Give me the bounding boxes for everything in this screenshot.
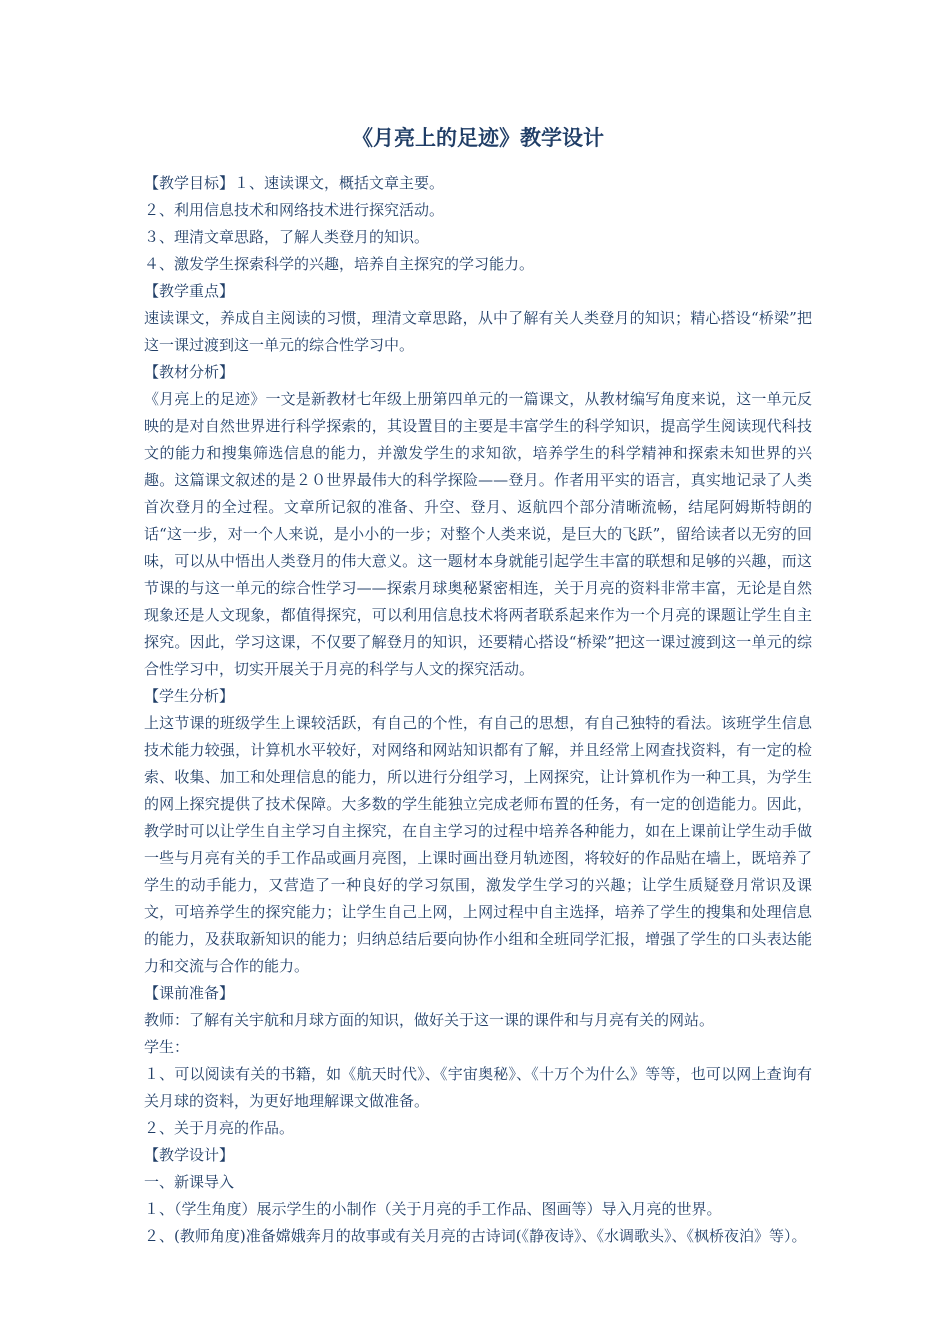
preparation-heading: 【课前准备】: [144, 984, 235, 1002]
design-item: １、（学生角度）展示学生的小制作（关于月亮的手工作品、图画等）导入月亮的世界。: [144, 1200, 722, 1218]
objective-item: １、速读课文，概括文章主要。: [234, 174, 445, 192]
design-heading: 【教学设计】: [144, 1146, 235, 1164]
objectives-heading: 【教学目标】: [144, 174, 235, 192]
key-points-text: 速读课文，养成自主阅读的习惯，理清文章思路，从中了解有关人类登月的知识；精心搭设“桥梁”把这一课过渡到这一单元的综合性学习中。: [144, 309, 812, 354]
preparation-student-label: 学生：: [144, 1038, 190, 1056]
material-analysis-heading: 【教材分析】: [144, 363, 235, 381]
objective-item: ２、利用信息技术和网络技术进行探究活动。: [144, 201, 445, 219]
material-analysis-text: 《月亮上的足迹》一文是新教材七年级上册第四单元的一篇课文，从教材编写角度来说，这一单元反映的是对自然世界进行科学探索的，其设置目的主要是丰富学生的科学知识，提高学生阅读现代科技文的能力和搜集筛选信息的能力，并激发学生的求知欲，培养学生的科学精神和探索未知世界的兴趣。这篇课文叙述的是２０世界最伟大的科学探险——登月。作者用平实的语言，真实地记录了人类首次登月的全过程。文章所记叙的准备、升空、登月、返航四个部分清晰流畅，结尾阿姆斯特朗的话“这一步，对一个人来说，是小小的一步；对整个人类来说，是巨大的飞跃”，留给读者以无穷的回味，可以从中悟出人类登月的伟大意义。这一题材本身就能引起学生丰富的联想和足够的兴趣，而这节课的与这一单元的综合性学习——探索月球奥秘紧密相连，关于月亮的资料非常丰富，无论是自然现象还是人文现象，都值得探究，可以利用信息技术将两者联系起来作为一个月亮的课题让学生自主探究。因此，学习这课，不仅要了解登月的知识，还要精心搭设“桥梁”把这一课过渡到这一单元的综合性学习中，切实开展关于月亮的科学与人文的探究活动。: [144, 390, 812, 678]
design-item: ２、(教师角度)准备嫦娥奔月的故事或有关月亮的古诗词(《静夜诗》、《水调歌头》、《枫桥夜泊》等）。: [144, 1227, 807, 1245]
document-title: 《月亮上的足迹》教学设计: [352, 125, 604, 150]
design-section-title: 一、新课导入: [144, 1173, 235, 1191]
student-analysis-text: 上这节课的班级学生上课较活跃，有自己的个性，有自己的思想，有自己独特的看法。该班学生信息技术能力较强，计算机水平较好，对网络和网站知识都有了解，并且经常上网查找资料，有一定的检索、收集、加工和处理信息的能力，所以进行分组学习，上网探究，让计算机作为一种工具，为学生的网上探究提供了技术保障。大多数的学生能独立完成老师布置的任务，有一定的创造能力。因此，教学时可以让学生自主学习自主探究，在自主学习的过程中培养各种能力，如在上课前让学生动手做一些与月亮有关的手工作品或画月亮图，上课时画出登月轨迹图，将较好的作品贴在墙上，既培养了学生的动手能力，又营造了一种良好的学习氛围，激发学生学习的兴趣；让学生质疑登月常识及课文，可培养学生的探究能力；让学生自己上网，上网过程中自主选择，培养了学生的搜集和处理信息的能力，及获取新知识的能力；归纳总结后要向协作小组和全班同学汇报，增强了学生的口头表达能力和交流与合作的能力。: [144, 714, 812, 975]
preparation-student-item: １、可以阅读有关的书籍，如《航天时代》、《宇宙奥秘》、《十万个为什么》等等，也可以网上查询有关月球的资料，为更好地理解课文做准备。: [144, 1065, 812, 1110]
objectives-line-1: [144, 170, 812, 197]
document-page: [144, 118, 812, 1250]
preparation-student-item: ２、关于月亮的作品。: [144, 1119, 295, 1137]
student-analysis-heading: 【学生分析】: [144, 687, 235, 705]
objective-item: ４、激发学生探索科学的兴趣，培养自主探究的学习能力。: [144, 255, 535, 273]
preparation-teacher: 教师：了解有关宇航和月球方面的知识，做好关于这一课的课件和与月亮有关的网站。: [144, 1011, 715, 1029]
key-points-heading: 【教学重点】: [144, 282, 235, 300]
objective-item: ３、理清文章思路，了解人类登月的知识。: [144, 228, 430, 246]
